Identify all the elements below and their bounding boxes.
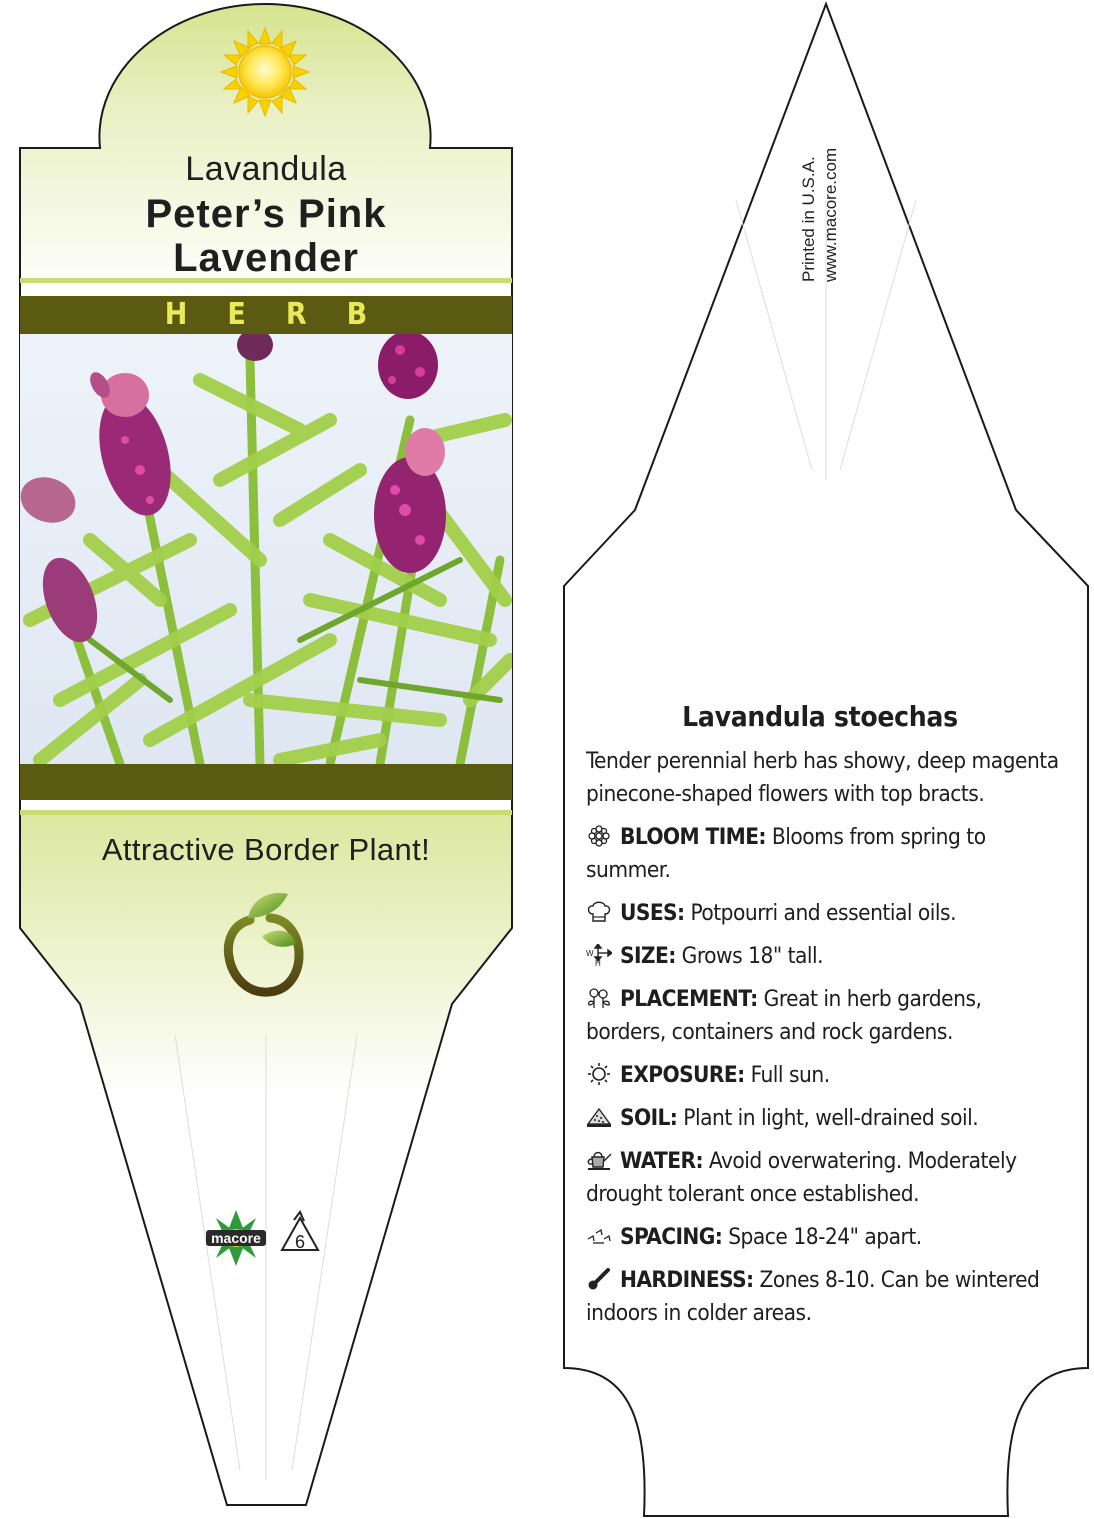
genus-name: Lavandula xyxy=(185,150,347,188)
photo-bottom-band xyxy=(20,764,512,800)
lavender-photo xyxy=(14,329,512,764)
flower-icon xyxy=(586,825,612,847)
description: Tender perennial herb has showy, deep magenta pinecone-shaped flowers with top bracts. xyxy=(586,748,1059,807)
back-content xyxy=(586,700,1066,1330)
attribute-placement: PLACEMENT: Great in herb gardens, borders, containers and rock gardens. xyxy=(586,986,982,1045)
chef-hat-icon xyxy=(586,901,612,923)
attribute-hardiness: HARDINESS: Zones 8-10. Can be wintered indoors in colder areas. xyxy=(586,1267,1040,1326)
attribute-spacing: SPACING: Space 18-24" apart. xyxy=(586,1221,1066,1254)
soil-icon xyxy=(586,1106,612,1128)
svg-text:W: W xyxy=(586,949,594,958)
common-name-line-1: Peter’s Pink xyxy=(145,192,387,236)
spacing-icon xyxy=(586,1225,612,1247)
species-name: Lavandula stoechas xyxy=(682,700,958,733)
flower-head xyxy=(378,331,438,399)
thermometer-icon xyxy=(586,1268,612,1290)
attribute-uses: USES: Potpourri and essential oils. xyxy=(586,897,1066,930)
common-name-line-2: Lavender xyxy=(173,236,359,280)
plants-icon xyxy=(586,987,612,1009)
svg-text:H: H xyxy=(595,959,601,966)
printed-in: Printed in U.S.A. xyxy=(799,156,818,282)
sun-icon xyxy=(586,1063,612,1085)
attribute-water: WATER: Avoid overwatering. Moderately drought tolerant once established. xyxy=(586,1148,1017,1207)
attribute-exposure: EXPOSURE: Full sun. xyxy=(586,1059,1066,1092)
print-info xyxy=(798,82,842,282)
attribute-bloom-time: BLOOM TIME: Blooms from spring to summer. xyxy=(586,824,986,883)
watering-can-icon xyxy=(586,1149,612,1171)
attribute-size: W H SIZE: Grows 18" tall. xyxy=(586,943,824,969)
full-sun-icon xyxy=(221,28,309,116)
category-label: HERB xyxy=(164,297,408,332)
tagline: Attractive Border Plant! xyxy=(101,832,431,867)
attribute-soil: SOIL: Plant in light, well-drained soil. xyxy=(586,1102,1066,1135)
rule-line xyxy=(20,810,512,815)
brand-name: macore xyxy=(211,1230,261,1246)
svg-text:6: 6 xyxy=(294,1232,306,1252)
website: www.macore.com xyxy=(821,147,840,282)
size-arrows-icon xyxy=(586,944,612,966)
